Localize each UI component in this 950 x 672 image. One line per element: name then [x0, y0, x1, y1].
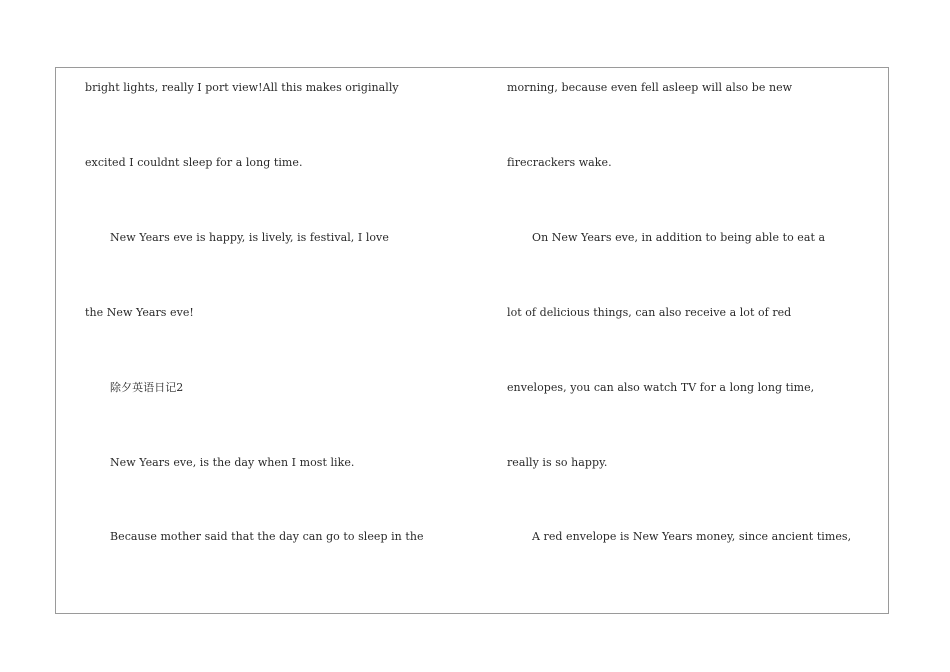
right-line-6: really is so happy.: [507, 456, 608, 469]
left-line-7: Because mother said that the day can go to sleep in the: [110, 530, 424, 543]
left-line-2: excited I couldnt sleep for a long time.: [85, 156, 303, 169]
right-line-2: firecrackers wake.: [507, 156, 612, 169]
left-line-3: New Years eve is happy, is lively, is festival, I love: [110, 231, 389, 244]
left-line-5-heading: 除夕英语日记2: [110, 381, 184, 394]
left-line-1: bright lights, really I port view!All this makes originally: [85, 81, 399, 94]
right-line-7: A red envelope is New Years money, since ancient times,: [532, 530, 852, 543]
left-line-6: New Years eve, is the day when I most like.: [110, 456, 355, 469]
left-line-4: the New Years eve!: [85, 306, 194, 319]
right-line-5: envelopes, you can also watch TV for a long long time,: [507, 381, 815, 394]
right-line-1: morning, because even fell asleep will also be new: [507, 81, 793, 94]
right-line-4: lot of delicious things, can also receive a lot of red: [507, 306, 792, 319]
right-line-3: On New Years eve, in addition to being able to eat a: [532, 231, 826, 244]
page-frame: [55, 67, 889, 614]
